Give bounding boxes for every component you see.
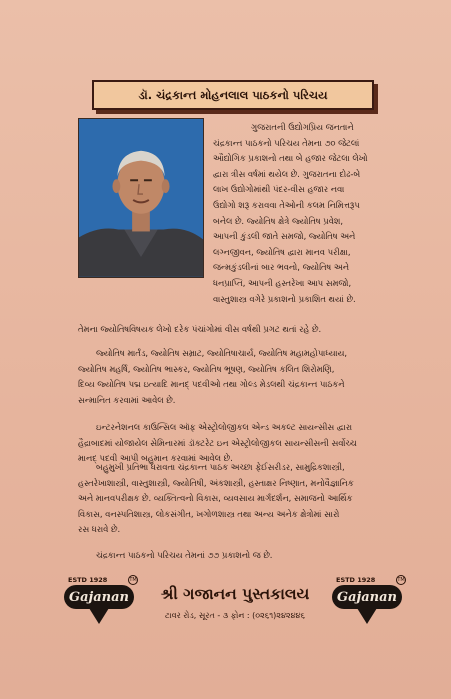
paragraph-line: ચંદ્રકાન્ત પાઠકનો પરિચય તેમનાં ૭૭ પ્રકાશનો જ છે. — [96, 550, 273, 560]
logo-stem-icon — [89, 608, 109, 624]
title-box — [92, 80, 374, 110]
logo-estd: ESTD 1928 — [68, 576, 108, 584]
intro-line: બનેલ છે. જ્યોતિષ ક્ષેત્રે જ્યોતિષ પ્રવેશ, — [213, 215, 344, 226]
paragraph-line: તેમના જ્યોતિષવિષયક લેખો દરેક પંચાંગોમાં વીસ વર્ષથી પ્રગટ થતાં રહે છે. — [78, 324, 322, 334]
intro-line: વાસ્તુશાસ્ત્ર વગેરે પ્રકાશનો પ્રકાશિત થયાં છે. — [213, 293, 356, 304]
intro-line: દ્વારા ત્રીસ વર્ષમાં થયેલ છે. ગુજરાતના દોઢ-બે — [213, 168, 361, 179]
paragraph-articles — [78, 322, 414, 338]
publisher-footer — [62, 575, 408, 627]
paragraph-talents — [78, 460, 414, 538]
page-title: ડૉ. ચંદ્રકાન્ત મોહનલાલ પાઠકનો પરિચય — [138, 87, 328, 102]
paragraph-titles — [78, 346, 414, 408]
logo-badge — [64, 585, 134, 609]
paragraph-line: જ્યોતિષ મહર્ષિ, જ્યોતિષ ભાસ્કર, જ્યોતિષ ભૂષણ, જ્યોતિષ કલિત શિરોમણિ, — [78, 363, 335, 374]
paragraph-line: જ્યોતિષ માર્તંડ, જ્યોતિષ સમ્રાટ, જ્યોતિષાચાર્ય, જ્યોતિષ મહામહોપાધ્યાય, — [96, 348, 348, 358]
intro-line: ધનપ્રાપ્તિ, આપની હસ્તરેખા આપ સમજો, — [213, 277, 352, 288]
intro-line: ગુજરાતની ઉદ્યોગપ્રિય જનતાને — [251, 122, 354, 132]
paragraph-line: વિકાસ, વનસ્પતિશાસ્ત્ર, લોકસંગીત, ખગોળશાસ્ત્ર તથા અન્ય અનેક ક્ષેત્રોમાં સારો — [78, 508, 340, 519]
intro-line: જન્મકુંડલીનાં બાર ભવનો, જ્યોતિષ અને — [213, 262, 349, 273]
intro-line: ઉદ્યોગો શરૂ કરાવવા તેઓની કલમ નિમિત્તરૂપ — [213, 199, 360, 210]
logo-stem-icon — [357, 608, 377, 624]
intro-line: લગ્નજીવન, જ્યોતિષ દ્વારા માનવ પરીક્ષા, — [213, 246, 351, 257]
paragraph-line: ઇન્ટરનેશનલ કાઉન્સિલ ઑફ એસ્ટ્રોલોજીકલ એન્ડ અકલ્ટ સાયન્સીસ દ્વારા — [96, 422, 353, 432]
gajanan-logo-left — [62, 575, 140, 627]
publisher-name: શ્રી ગજાનન પુસ્તકાલય — [160, 585, 310, 603]
intro-line: ચંદ્રકાન્ત પાઠકનો પરિચય તેમના ૭૦ જેટલાં — [213, 137, 360, 148]
intro-line: આપની કુંડલી જાતે સમજો, જ્યોતિષ અને — [213, 231, 356, 242]
paragraph-line: હસ્તરેખાશાસ્ત્રી, વાસ્તુશાસ્ત્રી, જ્યોતિષી, અંકશાસ્ત્રી, હસ્તાક્ષર નિષ્ણાત, મનોવૈજ્ઞાનિક — [78, 477, 354, 488]
paragraph-line: સન્માનિત કરવામાં આવેલ છે. — [78, 394, 176, 405]
intro-line: લાખ ઉદ્યોગોમાંથી પંદર-વીસ હજાર નવા — [213, 184, 345, 195]
paragraph-line: હૈદ્રાબાદમાં યોજાયેલ સેમિનારમાં ડૉક્ટરેટ ઇન એસ્ટ્રોલોજીકલ સાયન્સીસની સર્વોચ્ચ — [78, 437, 357, 448]
logo-tm: TM — [397, 577, 405, 583]
paragraph-line: દિવ્ય જ્યોતિષ પદ્મ ઇત્યાદિ માનદ્ પદવીઓ તથા ગોલ્ડ મેડલથી ચંદ્રકાન્ત પાઠકને — [78, 379, 345, 390]
logo-estd: ESTD 1928 — [336, 576, 376, 584]
gajanan-logo-right — [330, 575, 408, 627]
logo-text: Gajanan — [337, 589, 397, 605]
logo-tm: TM — [129, 577, 137, 583]
logo-text: Gajanan — [69, 589, 129, 605]
paragraph-publications — [78, 548, 414, 564]
paragraph-line: રસ ધરાવે છે. — [78, 524, 121, 535]
intro-line: ઔદ્યોગિક પ્રકાશનો તથા બે હજાર જેટલા લેખો — [213, 153, 368, 164]
logo-badge — [332, 585, 402, 609]
author-photo — [78, 118, 204, 278]
paragraph-line: માનદ્ પદવી આપી બહુમાન કરવામાં આવેલ છે. — [78, 453, 233, 464]
intro-column — [213, 120, 413, 307]
portrait-image — [79, 119, 203, 277]
publisher-address: ટાવર રોડ, સૂરત - ૩ ફોન : (૦૨૬૧)૨૪૨૪૪૬ — [164, 611, 305, 620]
paragraph-line: બહુમુખી પ્રતિભા ધરાવતા ચંદ્રકાન્ત પાઠક અચ્છા ફેઈસરીડર, સામુદ્રિકશાસ્ત્રી, — [96, 462, 345, 472]
paragraph-line: અને માનવપરીક્ષક છે. વ્યક્તિત્વનો વિકાસ, વ્યવસાય માર્ગદર્શન, સમાજનો આર્થિક — [78, 493, 353, 504]
